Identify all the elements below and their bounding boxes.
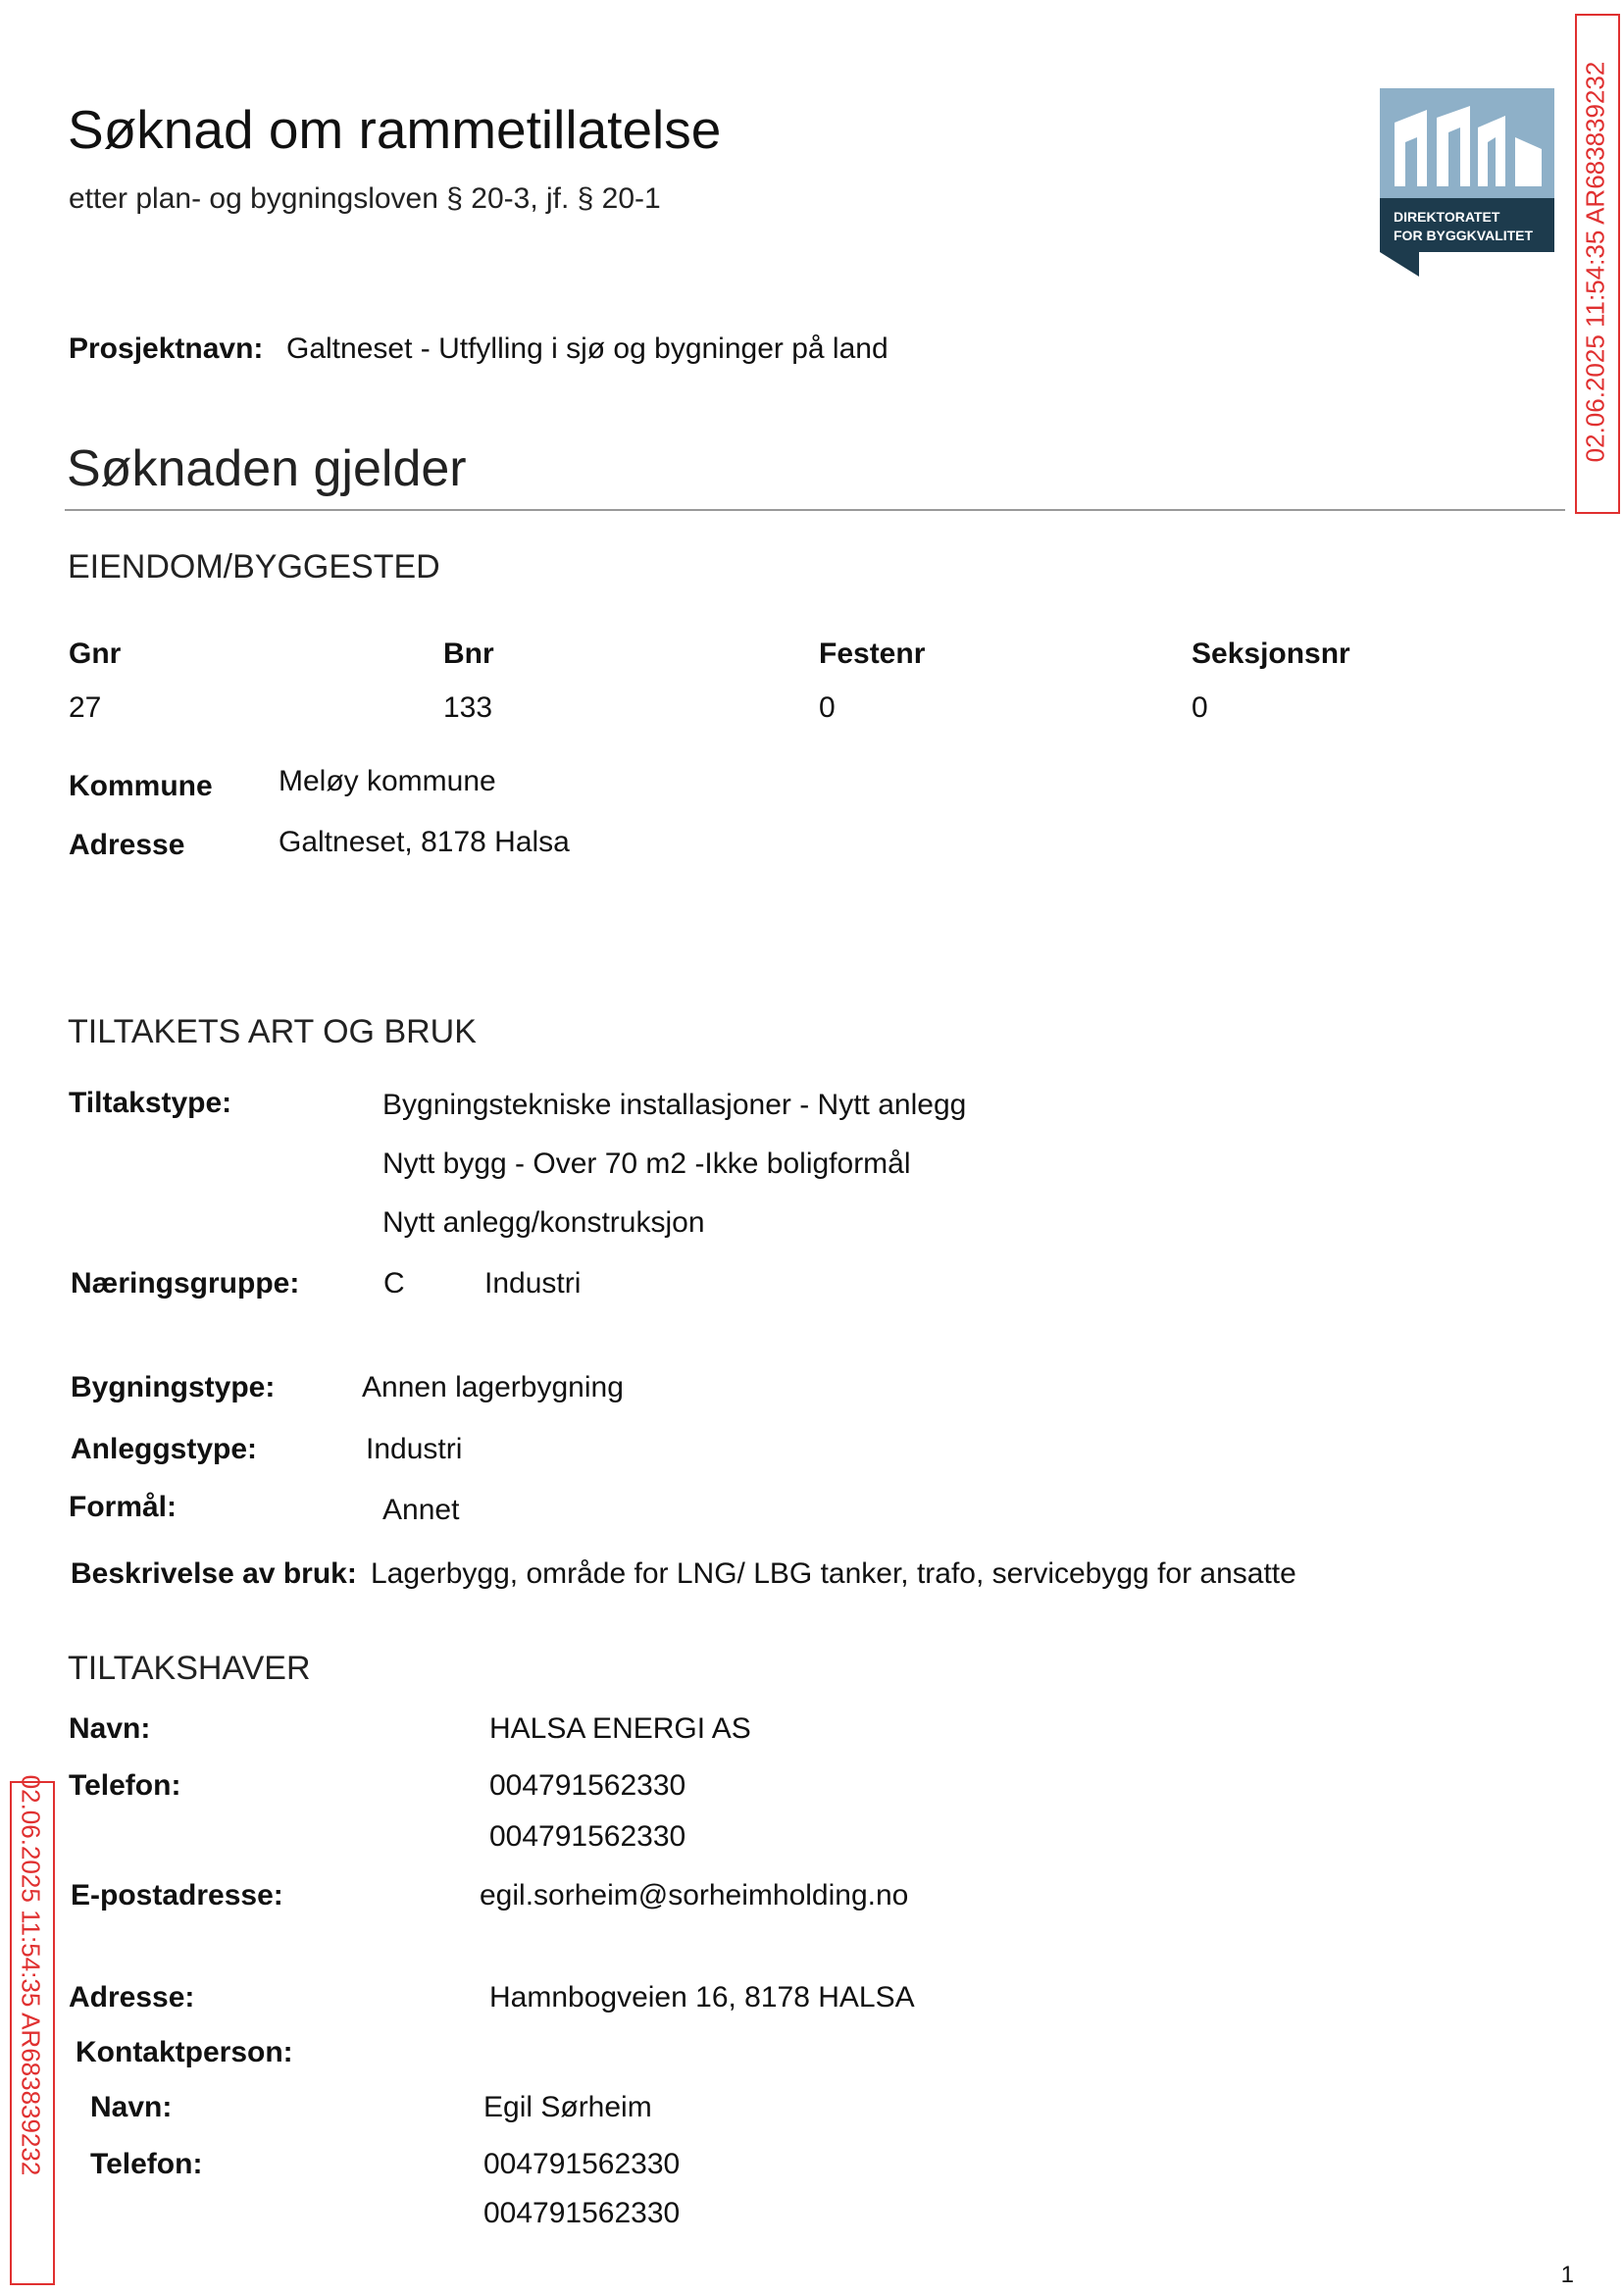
- kommune-value: Meløy kommune: [279, 765, 496, 797]
- adresse-value: Galtneset, 8178 Halsa: [279, 826, 570, 858]
- tiltakstype-value-3: Nytt anlegg/konstruksjon: [382, 1206, 705, 1239]
- document-subtitle: etter plan- og bygningsloven § 20-3, jf. § 20-1: [69, 182, 661, 215]
- tiltak-heading: TILTAKETS ART OG BRUK: [68, 1013, 477, 1050]
- tiltakshaver-navn-value: HALSA ENERGI AS: [489, 1712, 751, 1745]
- section-title: Søknaden gjelder: [67, 440, 467, 497]
- dibk-logo-icon: [1380, 88, 1554, 277]
- kontaktperson-navn-value: Egil Sørheim: [483, 2091, 652, 2123]
- beskrivelse-bruk-label: Beskrivelse av bruk:: [71, 1557, 357, 1590]
- kontaktperson-label: Kontaktperson:: [76, 2036, 293, 2068]
- logo-line-1: DIREKTORATET: [1394, 209, 1500, 225]
- page-number: 1: [1560, 2262, 1574, 2288]
- tiltakstype-value-1: Bygningstekniske installasjoner - Nytt anlegg: [382, 1089, 967, 1121]
- tiltakshaver-telefon-2: 004791562330: [489, 1820, 686, 1853]
- section-divider: [65, 509, 1565, 511]
- eiendom-heading: EIENDOM/BYGGESTED: [68, 548, 440, 586]
- tiltakshaver-telefon-1: 004791562330: [489, 1769, 686, 1802]
- epostadresse-value: egil.sorheim@sorheimholding.no: [480, 1879, 909, 1912]
- beskrivelse-bruk-value: Lagerbygg, område for LNG/ LBG tanker, trafo, servicebygg for ansatte: [371, 1557, 1296, 1590]
- stamp-top-right-text: 02.06.2025 11:54:35 AR683839232: [1580, 61, 1610, 463]
- kontaktperson-telefon-2: 004791562330: [483, 2197, 681, 2229]
- tiltakshaver-adresse-label: Adresse:: [69, 1981, 195, 2014]
- tiltakstype-value-2: Nytt bygg - Over 70 m2 -Ikke boligformål: [382, 1147, 911, 1180]
- tiltakshaver-adresse-value: Hamnbogveien 16, 8178 HALSA: [489, 1981, 915, 2014]
- seksjonsnr-label: Seksjonsnr: [1192, 637, 1350, 670]
- formal-value: Annet: [382, 1494, 460, 1526]
- kommune-label: Kommune: [69, 770, 213, 802]
- kontaktperson-telefon-1: 004791562330: [483, 2148, 681, 2180]
- adresse-label: Adresse: [69, 829, 185, 861]
- logo-line-2: FOR BYGGKVALITET: [1394, 228, 1534, 243]
- tiltakstype-label: Tiltakstype:: [69, 1087, 232, 1119]
- anleggstype-value: Industri: [366, 1433, 463, 1465]
- festenr-label: Festenr: [819, 637, 926, 670]
- festenr-value: 0: [819, 691, 836, 724]
- bygningstype-value: Annen lagerbygning: [362, 1371, 624, 1403]
- kontaktperson-navn-label: Navn:: [90, 2091, 173, 2123]
- gnr-label: Gnr: [69, 637, 122, 670]
- naeringsgruppe-name: Industri: [484, 1267, 582, 1300]
- naeringsgruppe-code: C: [383, 1267, 405, 1300]
- tiltakshaver-heading: TILTAKSHAVER: [68, 1650, 311, 1687]
- project-name-label: Prosjektnavn:: [69, 332, 264, 365]
- kontaktperson-telefon-label: Telefon:: [90, 2148, 203, 2180]
- stamp-bottom-left-text: 02.06.2025 11:54:35 AR683839232: [16, 1774, 46, 2176]
- dibk-logo: [1380, 88, 1554, 277]
- tiltakshaver-telefon-label: Telefon:: [69, 1769, 181, 1802]
- bnr-label: Bnr: [443, 637, 494, 670]
- seksjonsnr-value: 0: [1192, 691, 1208, 724]
- bnr-value: 133: [443, 691, 493, 724]
- epostadresse-label: E-postadresse:: [71, 1879, 283, 1912]
- gnr-value: 27: [69, 691, 102, 724]
- tiltakshaver-navn-label: Navn:: [69, 1712, 151, 1745]
- formal-label: Formål:: [69, 1491, 178, 1523]
- anleggstype-label: Anleggstype:: [71, 1433, 258, 1465]
- document-title: Søknad om rammetillatelse: [68, 99, 722, 160]
- bygningstype-label: Bygningstype:: [71, 1371, 276, 1403]
- naeringsgruppe-label: Næringsgruppe:: [71, 1267, 300, 1300]
- project-name-value: Galtneset - Utfylling i sjø og bygninger på land: [286, 332, 888, 365]
